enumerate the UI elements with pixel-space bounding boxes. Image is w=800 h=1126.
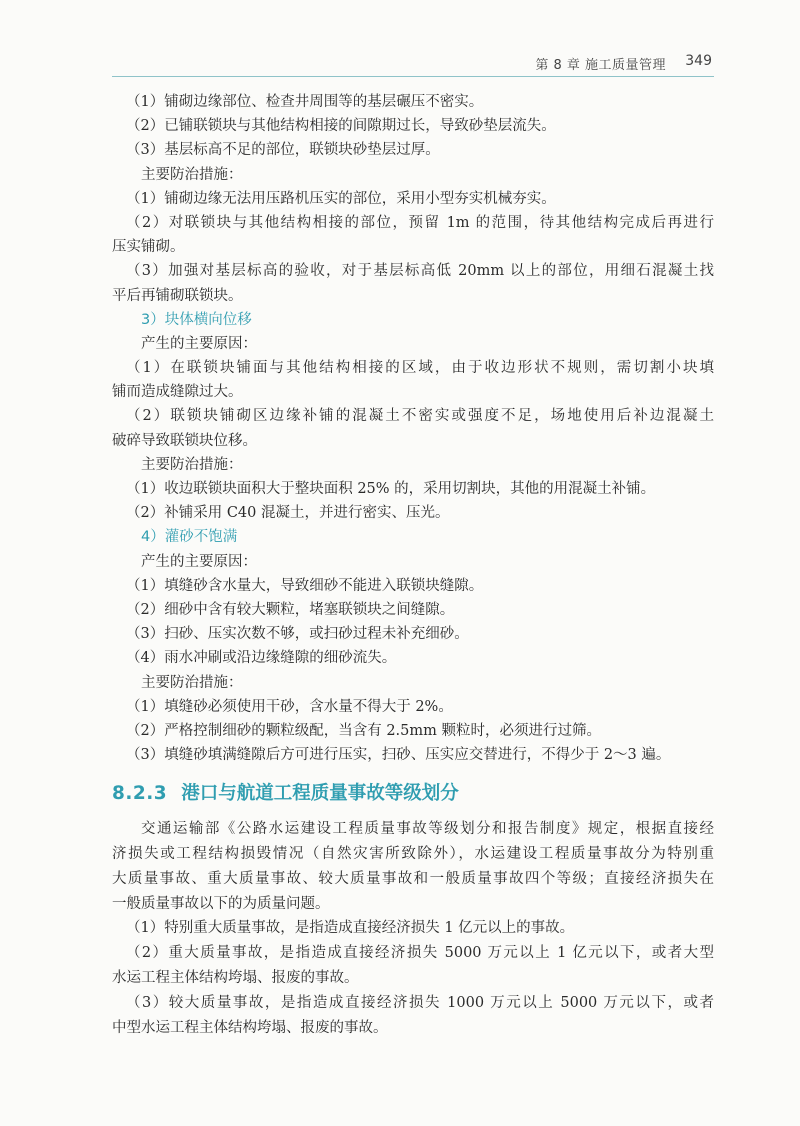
- text-line: 产生的主要原因：: [141, 553, 257, 570]
- subsection-heading: 4）灌砂不饱满: [141, 529, 238, 546]
- text-line: （2）补铺采用 C40 混凝土，并进行密实、压光。: [126, 505, 450, 522]
- text-line: （1）在联锁块铺面与其他结构相接的区域，由于收边形状不规则，需切割小块填: [126, 360, 714, 377]
- text-line: （2）对联锁块与其他结构相接的部位，预留 1m 的范围，待其他结构完成后再进行: [126, 214, 714, 231]
- page-number: 349: [685, 53, 712, 69]
- text-line: （1）铺砌边缘无法用压路机压实的部位，采用小型夯实机械夯实。: [126, 190, 556, 207]
- text-line: 平后再铺砌联锁块。: [112, 287, 243, 304]
- text-line: 一般质量事故以下的为质量问题。: [112, 895, 330, 912]
- text-line: （2）联锁块铺砌区边缘补铺的混凝土不密实或强度不足，场地使用后补边混凝土: [126, 408, 714, 425]
- text-line: 破碎导致联锁块位移。: [112, 432, 257, 449]
- text-line: （1）收边联锁块面积大于整块面积 25% 的，采用切割块，其他的用混凝土补铺。: [126, 481, 656, 497]
- text-line: 主要防治措施：: [141, 674, 243, 691]
- text-line: 济损失或工程结构损毁情况（自然灾害所致除外），水运建设工程质量事故分为特别重: [112, 846, 714, 863]
- text-line: 交通运输部《公路水运建设工程质量事故等级划分和报告制度》规定，根据直接经: [141, 821, 714, 838]
- text-line: （3）填缝砂填满缝隙后方可进行压实，扫砂、压实应交替进行，不得少于 2～3 遍。: [126, 747, 671, 764]
- text-line: （4）雨水冲刷或沿边缘缝隙的细砂流失。: [126, 650, 397, 667]
- text-line: 铺而造成缝隙过大。: [112, 384, 243, 401]
- running-header: [112, 50, 714, 77]
- text-line: （1）填缝砂必须使用干砂，含水量不得大于 2%。: [126, 698, 453, 715]
- text-line: 主要防治措施：: [141, 456, 243, 473]
- text-line: （1）铺砌边缘部位、检查井周围等的基层碾压不密实。: [126, 94, 484, 110]
- text-line: （1）填缝砂含水量大，导致细砂不能进入联锁块缝隙。: [126, 577, 484, 594]
- text-line: 产生的主要原因：: [141, 335, 257, 352]
- text-line: 大质量事故、重大质量事故、较大质量事故和一般质量事故四个等级；直接经济损失在: [112, 870, 714, 887]
- text-line: （3）扫砂、压实次数不够，或扫砂过程未补充细砂。: [126, 626, 469, 643]
- text-line: （3）加强对基层标高的验收，对于基层标高低 20mm 以上的部位，用细石混凝土找: [126, 263, 714, 280]
- text-line: （2）细砂中含有较大颗粒，堵塞联锁块之间缝隙。: [126, 601, 455, 618]
- chapter-title: 第 8 章 施工质量管理: [535, 58, 666, 73]
- text-line: 中型水运工程主体结构垮塌、报废的事故。: [112, 1019, 388, 1036]
- section-heading: [112, 775, 714, 813]
- text-line: （2）重大质量事故，是指造成直接经济损失 5000 万元以上 1 亿元以下，或者大型: [126, 945, 714, 962]
- subsection-heading: 3）块体横向位移: [141, 311, 252, 328]
- text-line: （3）基层标高不足的部位，联锁块砂垫层过厚。: [126, 142, 440, 159]
- text-line: （2）严格控制细砂的颗粒级配，当含有 2.5mm 颗粒时，必须进行过筛。: [126, 722, 601, 739]
- text-block-part1: [112, 90, 714, 767]
- text-block-part2: [112, 817, 714, 1040]
- text-line: 压实铺砌。: [112, 239, 185, 256]
- text-line: 水运工程主体结构垮塌、报废的事故。: [112, 970, 359, 987]
- page-body: [112, 90, 714, 1040]
- text-line: 主要防治措施：: [141, 166, 243, 183]
- text-line: （1）特别重大质量事故，是指造成直接经济损失 1 亿元以上的事故。: [126, 920, 575, 937]
- text-line: （3）较大质量事故，是指造成直接经济损失 1000 万元以上 5000 万元以下，或者: [126, 994, 714, 1011]
- section-title: 港口与航道工程质量事故等级划分: [181, 783, 459, 805]
- section-number: 8.2.3: [112, 783, 168, 805]
- text-line: （2）已铺联锁块与其他结构相接的间隙期过长，导致砂垫层流失。: [126, 118, 556, 135]
